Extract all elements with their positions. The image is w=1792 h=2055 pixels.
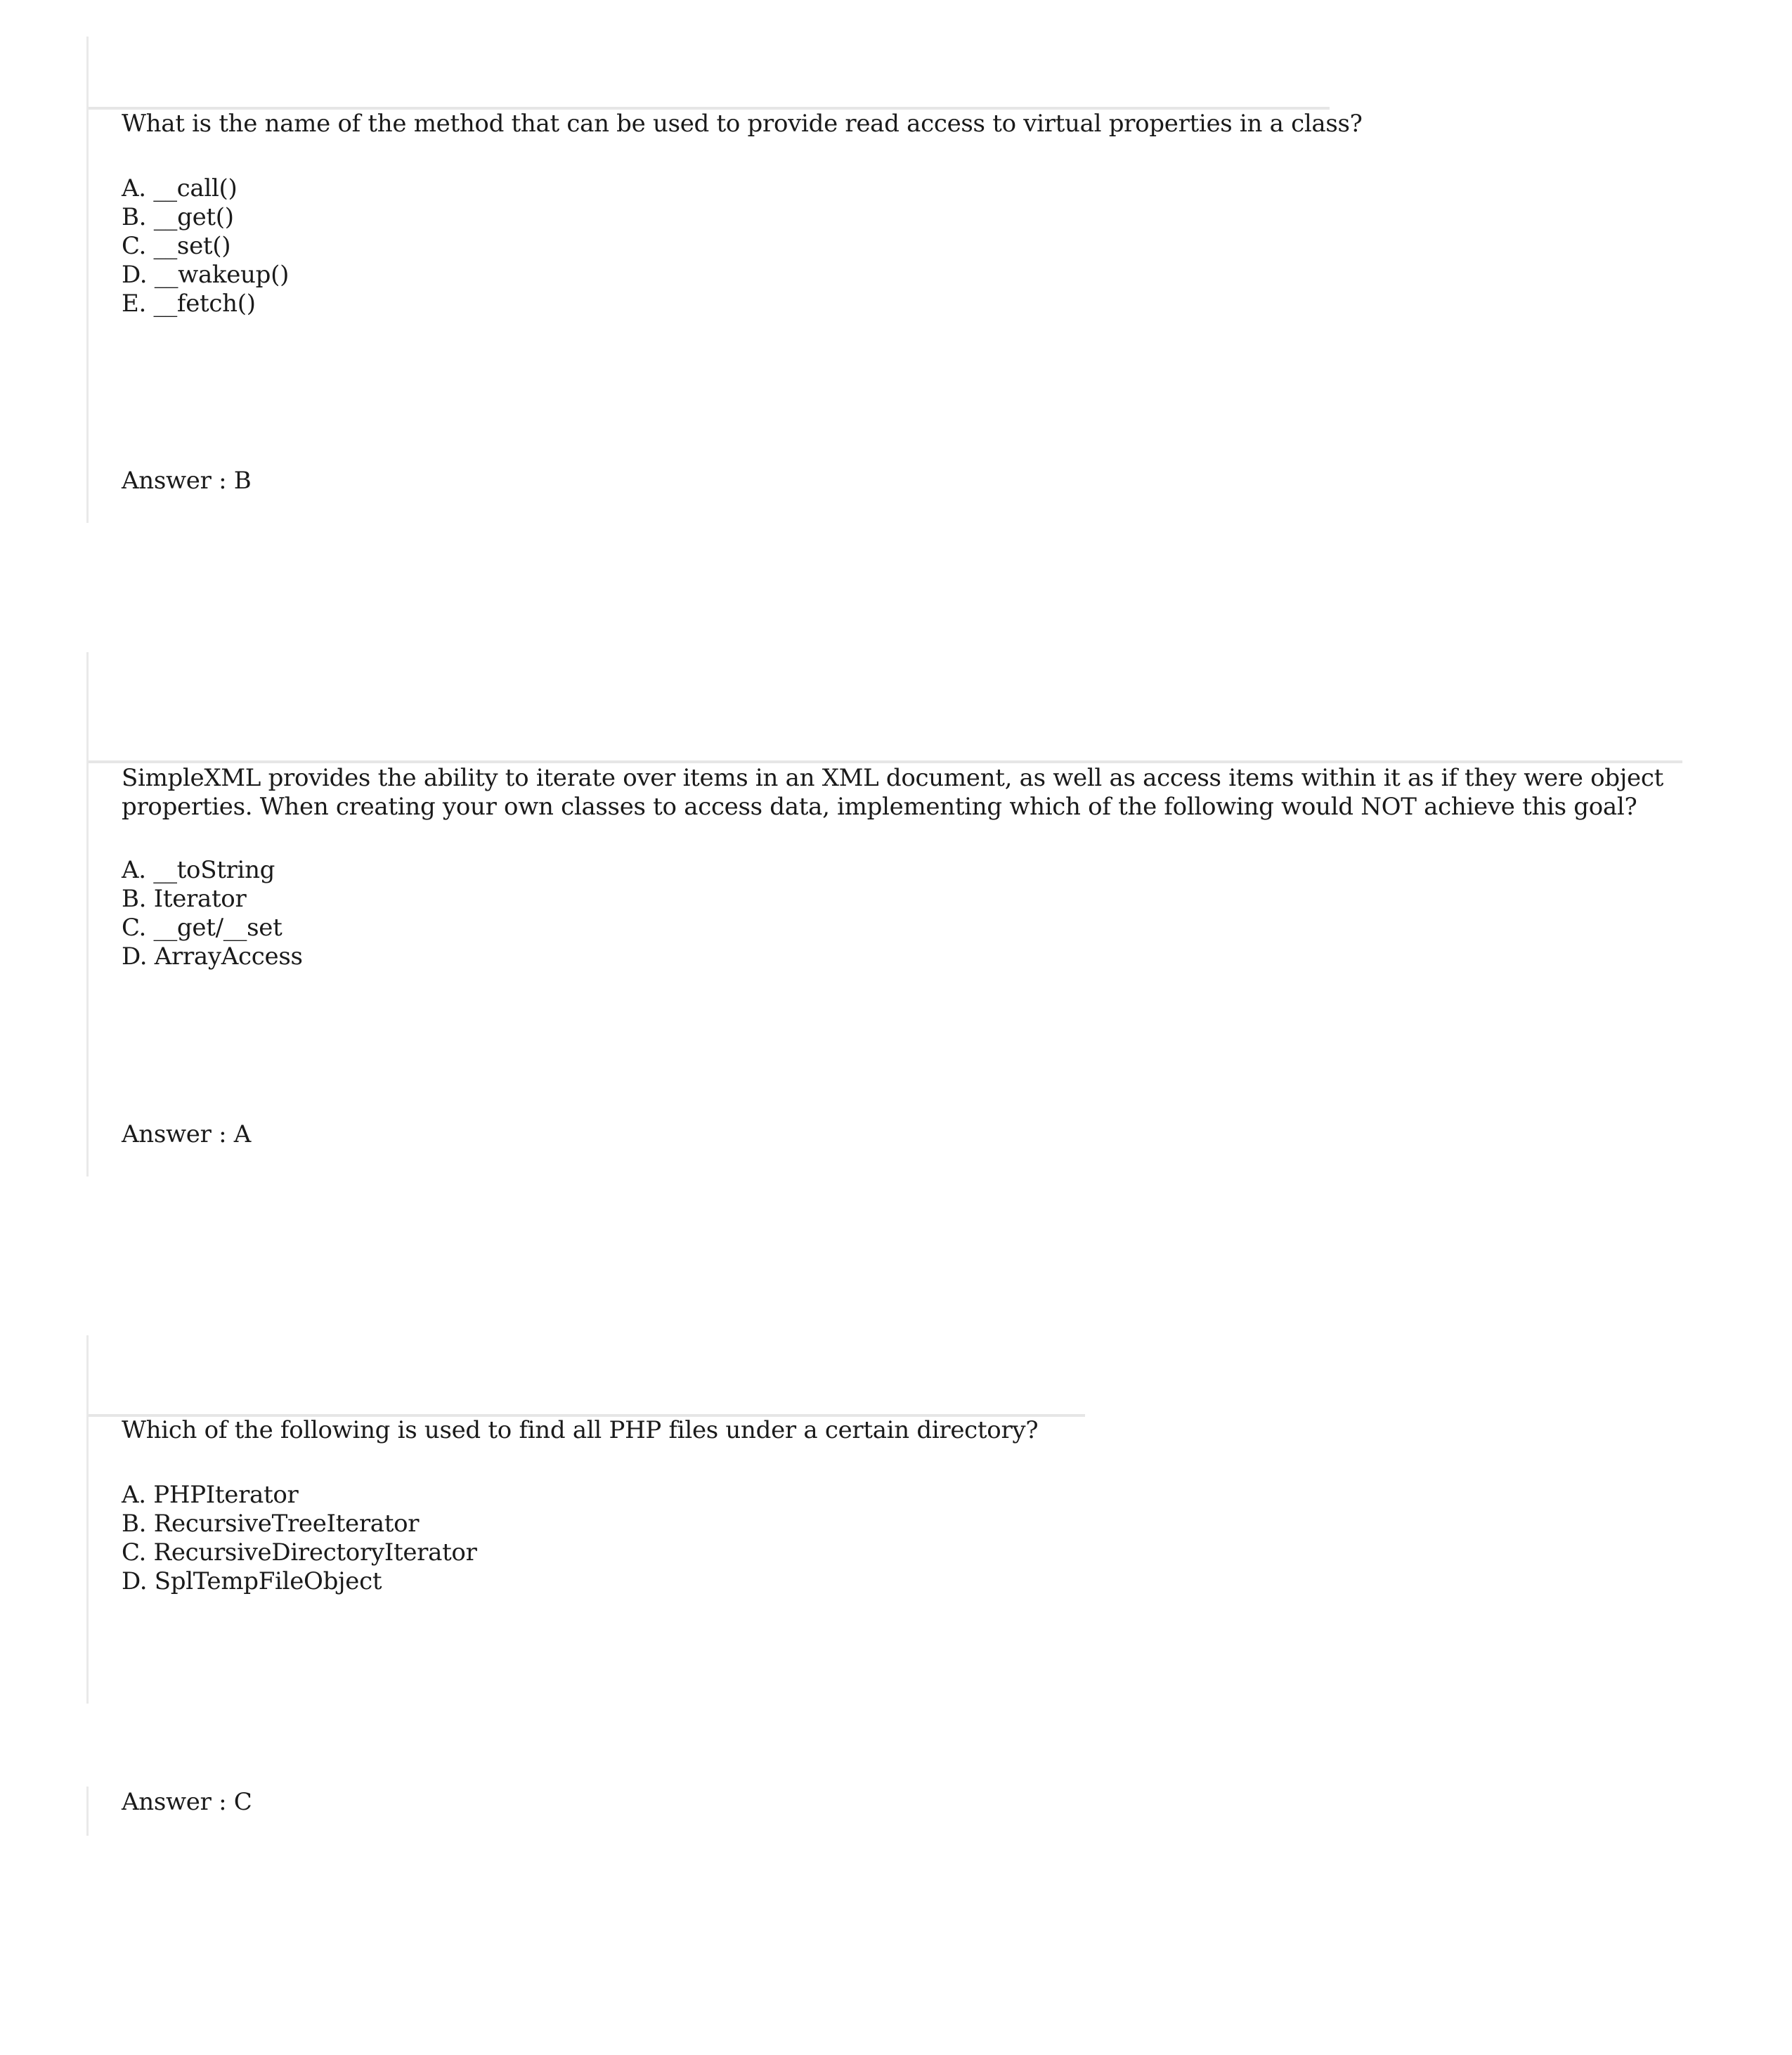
question-text: Which of the following is used to find all PHP files under a certain directory? — [122, 1416, 1039, 1444]
question-text: What is the name of the method that can be used to provide read access to virtual properties in a class? — [122, 110, 1363, 138]
option-b: B. Iterator — [122, 885, 247, 913]
option-c: C. RecursiveDirectoryIterator — [122, 1538, 477, 1567]
option-d: D. __wakeup() — [122, 261, 290, 289]
left-border-line — [86, 652, 89, 1176]
option-list — [122, 856, 303, 971]
option-c: C. __get/__set — [122, 914, 283, 942]
answer-text: Answer : C — [122, 1788, 252, 1816]
left-border-line — [86, 1787, 89, 1836]
answer-text: Answer : B — [122, 467, 252, 495]
question-text: SimpleXML provides the ability to iterate over items in an XML document, as well as access items within it as if they were object properties. When creating your own classes to access data, implementing which of the following would NOT achieve this goal? — [122, 764, 1663, 821]
option-d: D. SplTempFileObject — [122, 1567, 382, 1595]
option-e: E. __fetch() — [122, 290, 256, 318]
option-b: B. __get() — [122, 203, 234, 231]
option-list — [122, 1481, 477, 1596]
option-b: B. RecursiveTreeIterator — [122, 1510, 420, 1538]
answer-text: Answer : A — [122, 1120, 252, 1148]
option-a: A. __toString — [122, 856, 275, 884]
option-a: A. PHPIterator — [122, 1481, 299, 1509]
left-border-line — [86, 1335, 89, 1704]
option-list — [122, 174, 289, 318]
divider-line — [89, 760, 1682, 763]
option-a: A. __call() — [122, 174, 238, 202]
option-c: C. __set() — [122, 232, 231, 260]
option-d: D. ArrayAccess — [122, 942, 303, 971]
